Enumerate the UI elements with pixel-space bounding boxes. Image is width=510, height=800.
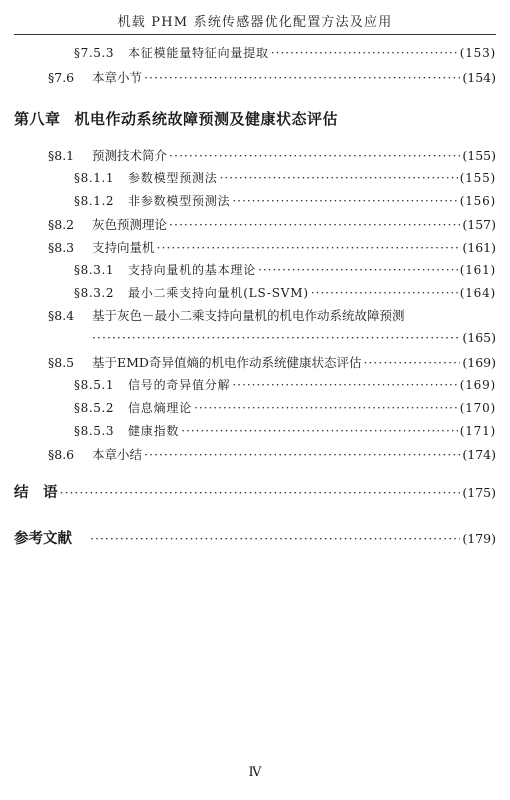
toc-entry-8-5-1[interactable]	[74, 376, 496, 393]
dot-leader	[194, 401, 458, 415]
toc-entry-8-4-page-line	[92, 330, 496, 345]
dot-leader	[232, 194, 457, 208]
dot-leader	[157, 240, 461, 255]
section-number: §8.1.1	[74, 171, 115, 185]
chapter-number: 第八章	[14, 110, 61, 128]
section-title: 基于灰色－最小二乘支持向量机的机电作动系统故障预测	[92, 308, 405, 323]
section-title: 健康指数	[128, 424, 180, 438]
section-title: 非参数模型预测法	[128, 194, 231, 208]
dot-leader	[144, 70, 460, 85]
section-title: 基于EMD奇异值熵的机电作动系统健康状态评估	[92, 355, 362, 370]
page-number: (161)	[462, 240, 496, 255]
toc-entry-7-5-3[interactable]	[74, 44, 496, 61]
toc-entry-8-3-2[interactable]	[74, 284, 496, 301]
page-number: (169)	[462, 355, 496, 370]
page-number: (161)	[459, 263, 496, 277]
section-title: 参数模型预测法	[128, 171, 218, 185]
toc-entry-8-2[interactable]	[48, 215, 496, 233]
dot-leader	[220, 171, 458, 185]
page-number: (175)	[462, 485, 496, 500]
page-number: (157)	[462, 217, 496, 232]
page-number: (155)	[462, 148, 496, 163]
toc-entry-8-3-1[interactable]	[74, 261, 496, 278]
section-number: §8.5.3	[74, 424, 115, 438]
page-number: (156)	[459, 194, 496, 208]
dot-leader	[258, 263, 458, 277]
chapter-title: 机电作动系统故障预测及健康状态评估	[74, 110, 339, 128]
page-number: (169)	[459, 378, 496, 392]
section-number: §8.6	[48, 447, 75, 462]
page-number: (154)	[462, 70, 496, 85]
section-number: §8.1.2	[74, 194, 115, 208]
page-folio: Ⅳ	[248, 765, 262, 780]
section-number: §8.2	[48, 217, 75, 232]
dot-leader	[363, 355, 460, 370]
dot-leader	[232, 378, 457, 392]
dot-leader	[311, 286, 458, 300]
section-number: §7.5.3	[74, 46, 115, 60]
dot-leader	[92, 330, 460, 345]
toc-entry-conclusion[interactable]	[14, 481, 496, 502]
section-title: 最小二乘支持向量机(LS-SVM)	[128, 286, 309, 300]
toc-entry-8-5[interactable]	[48, 353, 496, 371]
section-number: §8.3	[48, 240, 75, 255]
chapter-heading[interactable]	[14, 108, 338, 129]
section-title: 本章小结	[92, 447, 143, 462]
section-title: 信号的奇异值分解	[128, 378, 231, 392]
page-number: (153)	[459, 46, 496, 60]
section-number: §8.1	[48, 148, 75, 163]
page-number: (174)	[462, 447, 496, 462]
references-title: 参考文献	[14, 531, 72, 547]
section-title: 灰色预测理论	[92, 217, 168, 232]
section-title: 支持向量机的基本理论	[128, 263, 257, 277]
toc-entry-8-3[interactable]	[48, 238, 496, 256]
section-title: 支持向量机	[92, 240, 155, 255]
header-rule	[14, 34, 496, 35]
section-title: 信息熵理论	[128, 401, 193, 415]
section-number: §8.3.1	[74, 263, 115, 277]
dot-leader	[181, 424, 458, 438]
conclusion-title: 结 语	[14, 485, 58, 501]
page-number: (179)	[462, 531, 496, 546]
section-number: §8.5.2	[74, 401, 115, 415]
section-number: §8.3.2	[74, 286, 115, 300]
dot-leader	[169, 148, 460, 163]
page-number: (171)	[459, 424, 496, 438]
running-header: 机载 PHM 系统传感器优化配置方法及应用	[117, 15, 393, 30]
toc-entry-8-4[interactable]	[48, 306, 405, 324]
section-title: 本章小节	[92, 70, 143, 85]
toc-entry-8-1[interactable]	[48, 146, 496, 164]
page-number: (155)	[459, 171, 496, 185]
toc-entry-8-6[interactable]	[48, 445, 496, 463]
toc-entry-8-1-2[interactable]	[74, 192, 496, 209]
toc-entry-8-1-1[interactable]	[74, 169, 496, 186]
page-number: (165)	[462, 330, 496, 345]
section-number: §8.5.1	[74, 378, 115, 392]
section-title: 本征模能量特征向量提取	[128, 46, 269, 60]
toc-entry-8-5-3[interactable]	[74, 422, 496, 439]
toc-entry-references[interactable]	[14, 527, 496, 548]
section-number: §8.4	[48, 308, 75, 323]
toc-entry-8-5-2[interactable]	[74, 399, 496, 416]
section-number: §7.6	[48, 70, 75, 85]
dot-leader	[90, 531, 460, 546]
dot-leader	[271, 46, 458, 60]
page-number: (164)	[459, 286, 496, 300]
page-number: (170)	[459, 401, 496, 415]
section-title: 预测技术简介	[92, 148, 168, 163]
dot-leader	[169, 217, 460, 232]
dot-leader	[144, 447, 460, 462]
toc-entry-7-6[interactable]	[48, 68, 496, 86]
dot-leader	[60, 485, 461, 500]
section-number: §8.5	[48, 355, 75, 370]
